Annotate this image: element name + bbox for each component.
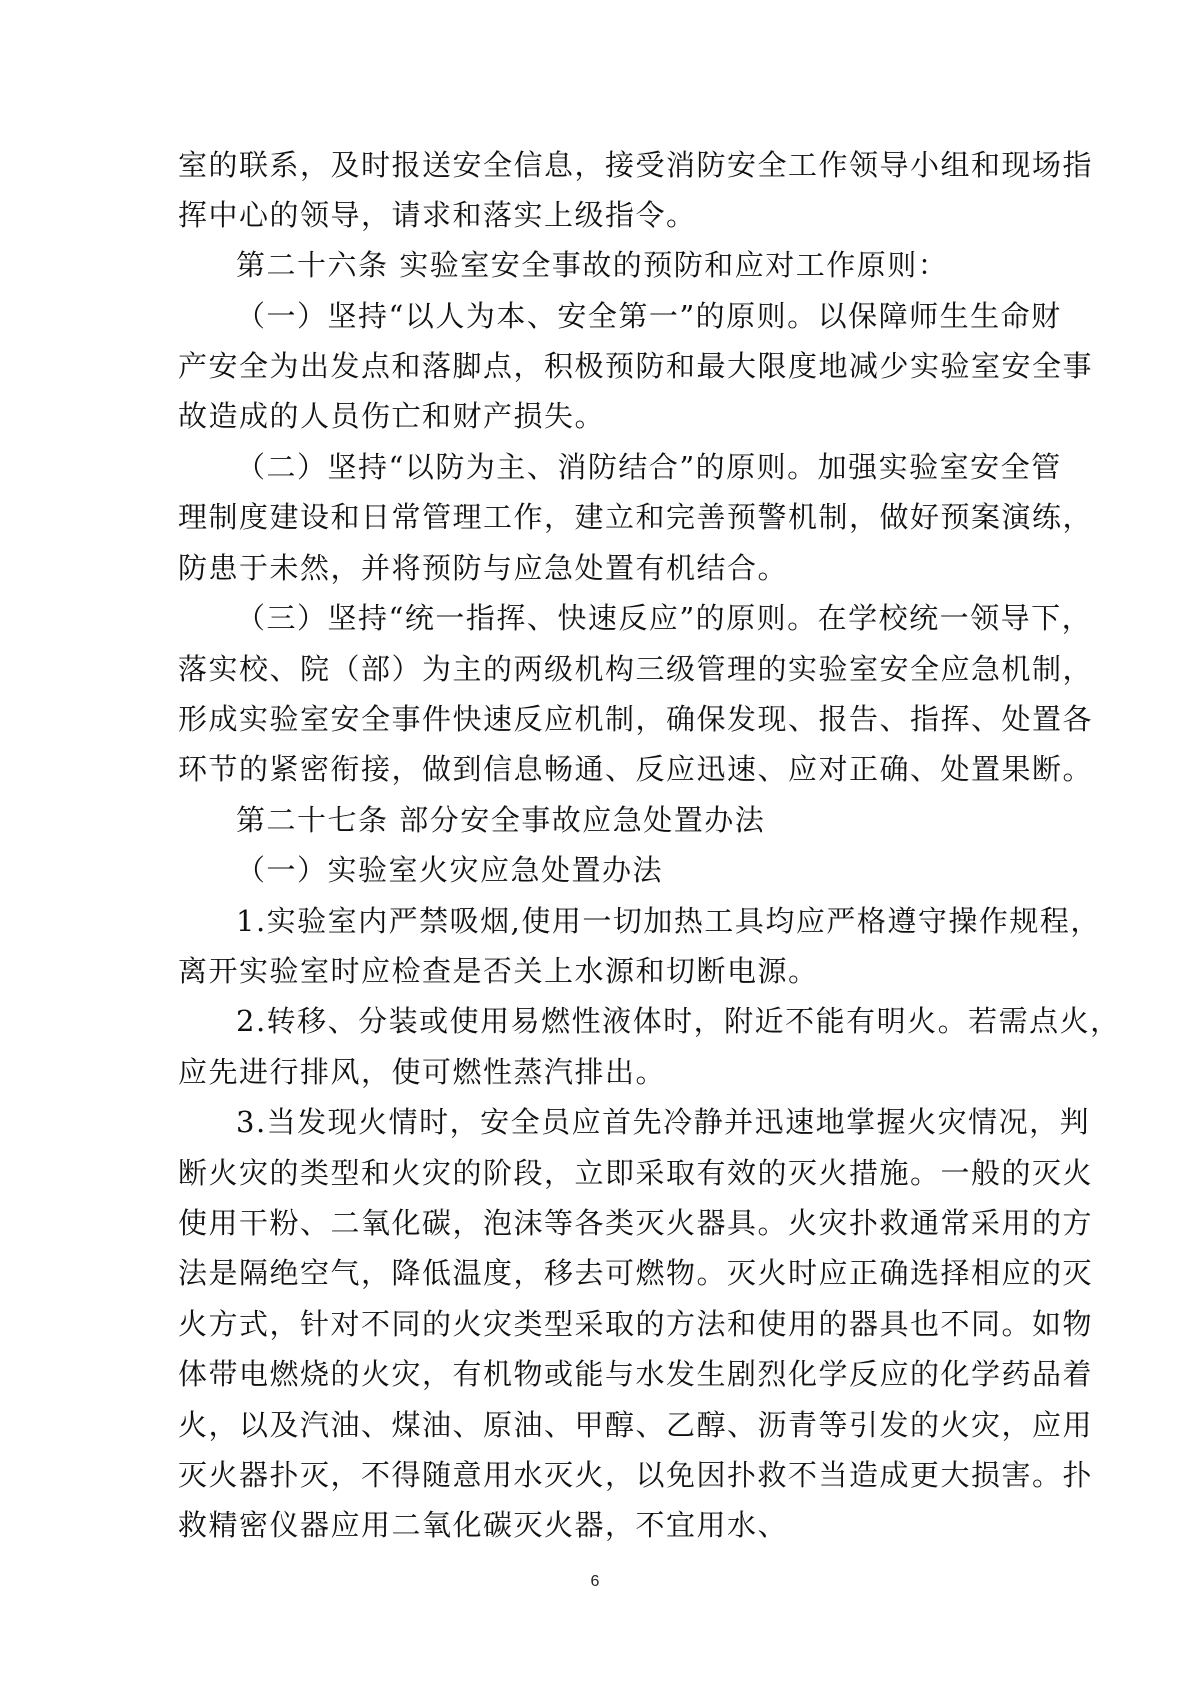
- text-line: 灭火器扑灭，不得随意用水灭火，以免因扑救不当造成更大损害。扑: [178, 1458, 1094, 1492]
- text-line: 火，以及汽油、煤油、原油、甲醇、乙醇、沥青等引发的火灾，应用: [178, 1408, 1094, 1442]
- text-line: 断火灾的类型和火灾的阶段，立即采取有效的灭火措施。一般的灭火: [178, 1156, 1094, 1190]
- text-line: 防患于未然，并将预防与应急处置有机结合。: [178, 551, 789, 585]
- text-line: （三）坚持“统一指挥、快速反应”的原则。在学校统一领导下，: [236, 601, 1093, 635]
- article-heading: 第二十六条 实验室安全事故的预防和应对工作原则：: [236, 248, 949, 282]
- text-line: 应先进行排风，使可燃性蒸汽排出。: [178, 1055, 667, 1089]
- text-line: 离开实验室时应检查是否关上水源和切断电源。: [178, 954, 819, 988]
- text-line: 2.转移、分装或使用易燃性液体时，附近不能有明火。若需点火，: [236, 1004, 1121, 1038]
- text-line: 产安全为出发点和落脚点，积极预防和最大限度地减少实验室安全事: [178, 349, 1094, 383]
- text-line: 火方式，针对不同的火灾类型采取的方法和使用的器具也不同。如物: [178, 1307, 1094, 1341]
- text-line: 1.实验室内严禁吸烟,使用一切加热工具均应严格遵守操作规程，: [236, 904, 1101, 938]
- text-line: 形成实验室安全事件快速反应机制，确保发现、报告、指挥、处置各: [178, 702, 1094, 736]
- page-number: 6: [590, 1573, 600, 1590]
- text-line: 室的联系，及时报送安全信息，接受消防安全工作领导小组和现场指: [178, 148, 1094, 182]
- text-line: 落实校、院（部）为主的两级机构三级管理的实验室安全应急机制，: [178, 652, 1094, 686]
- text-line: 法是隔绝空气，降低温度，移去可燃物。灭火时应正确选择相应的灭: [178, 1256, 1094, 1290]
- text-line: 挥中心的领导，请求和落实上级指令。: [178, 198, 697, 232]
- text-line: 3.当发现火情时，安全员应首先冷静并迅速地掌握火灾情况，判: [236, 1105, 1091, 1139]
- text-line: 理制度建设和日常管理工作，建立和完善预警机制，做好预案演练，: [178, 500, 1094, 534]
- text-line: （一）坚持“以人为本、安全第一”的原则。以保障师生生命财: [236, 299, 1062, 333]
- article-heading: 第二十七条 部分安全事故应急处置办法: [236, 803, 766, 837]
- text-line: 故造成的人员伤亡和财产损失。: [178, 399, 606, 433]
- section-heading: （一）实验室火灾应急处置办法: [236, 853, 664, 887]
- text-line: （二）坚持“以防为主、消防结合”的原则。加强实验室安全管: [236, 450, 1062, 484]
- text-line: 体带电燃烧的火灾，有机物或能与水发生剧烈化学反应的化学药品着: [178, 1357, 1094, 1391]
- text-line: 使用干粉、二氧化碳，泡沫等各类灭火器具。火灾扑救通常采用的方: [178, 1206, 1094, 1240]
- text-line: 环节的紧密衔接，做到信息畅通、反应迅速、应对正确、处置果断。: [178, 752, 1094, 786]
- text-line: 救精密仪器应用二氧化碳灭火器，不宜用水、: [178, 1508, 789, 1542]
